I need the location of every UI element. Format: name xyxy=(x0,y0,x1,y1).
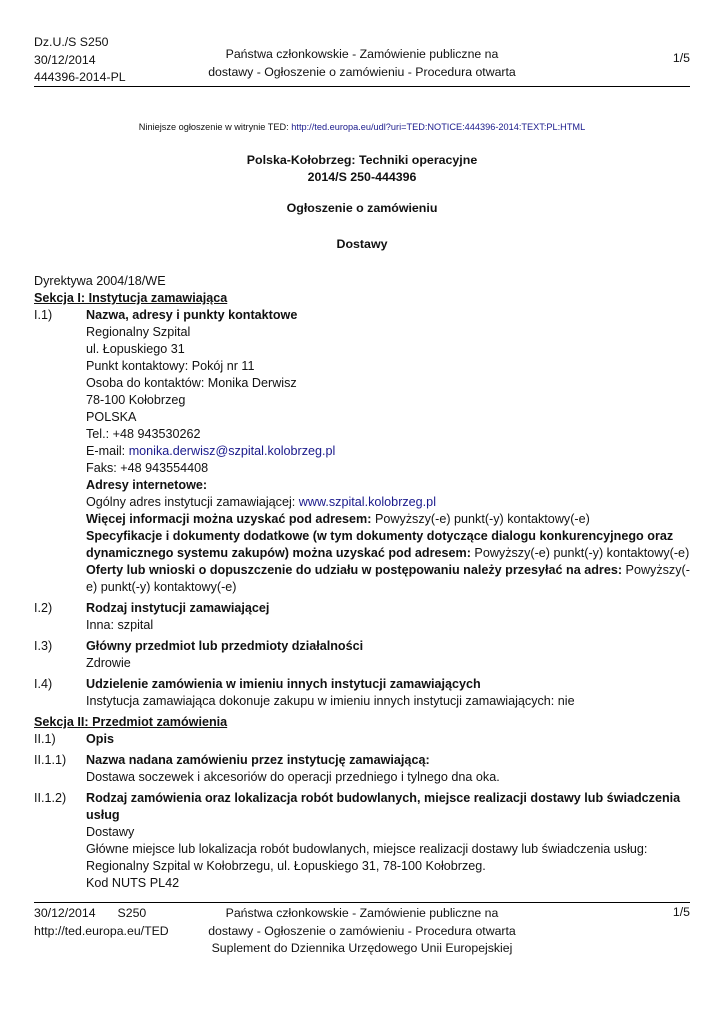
item-i4 xyxy=(34,676,690,710)
item-title: Rodzaj instytucji zamawiającej xyxy=(86,601,270,615)
item-body xyxy=(86,600,690,634)
item-title: Opis xyxy=(86,732,114,746)
header-center xyxy=(204,46,520,81)
item-value: Inna: szpital xyxy=(86,618,154,632)
specs-label: Specyfikacje i dokumenty dodatkowe (w tym dokumenty dotyczące dialogu konkurencyjnego oraz dynamicznego systemu zakupów) można uzyskać pod adresem: xyxy=(86,529,674,560)
notice-subtitle: Ogłoszenie o zamówieniu xyxy=(286,201,438,215)
footer-center-line3: Suplement do Dziennika Urzędowego Unii Europejskiej xyxy=(211,941,513,955)
header-ref: Dz.U./S S250 xyxy=(34,35,109,49)
specs-row xyxy=(86,528,690,562)
item-body xyxy=(86,307,690,596)
place-value: Regionalny Szpital w Kołobrzegu, ul. Łopuskiego 31, 78-100 Kołobrzeg. xyxy=(86,859,486,873)
item-ii11 xyxy=(34,752,690,786)
document-body xyxy=(34,273,690,892)
title-line1: Polska-Kołobrzeg: Techniki operacyjne xyxy=(246,153,478,167)
header-left xyxy=(34,34,126,87)
footer-date-row xyxy=(34,905,169,923)
org-city: 78-100 Kołobrzeg xyxy=(86,393,186,407)
item-value: Zdrowie xyxy=(86,656,131,670)
item-ii12 xyxy=(34,790,690,892)
item-value: Instytucja zamawiająca dokonuje zakupu w imieniu innych instytucji zamawiających: nie xyxy=(86,694,575,708)
header-page: 1/5 xyxy=(672,51,690,65)
footer-url: http://ted.europa.eu/TED xyxy=(34,923,169,938)
email-label: E-mail: xyxy=(86,444,129,458)
email-row xyxy=(86,443,690,460)
footer-left xyxy=(34,905,169,940)
place-label: Główne miejsce lub lokalizacja robót budowlanych, miejsce realizacji dostawy lub świadczenia usług: xyxy=(86,842,648,856)
page-header xyxy=(34,34,690,87)
general-address-label: Ogólny adres instytucji zamawiającej: xyxy=(86,495,299,509)
item-number: II.1.2) xyxy=(34,791,67,805)
header-date: 30/12/2014 xyxy=(34,52,96,67)
general-address-link[interactable]: www.szpital.kolobrzeg.pl xyxy=(298,495,436,509)
item-body xyxy=(86,676,690,710)
item-type: Dostawy xyxy=(86,825,135,839)
section-2-heading: Sekcja II: Przedmiot zamówienia xyxy=(34,715,228,729)
header-id: 444396-2014-PL xyxy=(34,70,126,84)
directive: Dyrektywa 2004/18/WE xyxy=(34,274,166,288)
phone: Tel.: +48 943530262 xyxy=(86,427,201,441)
item-i1 xyxy=(34,307,690,596)
contact-point: Punkt kontaktowy: Pokój nr 11 xyxy=(86,359,255,373)
item-number: I.1) xyxy=(34,308,53,322)
footer-date: 30/12/2014 xyxy=(34,906,96,920)
ted-notice xyxy=(0,122,724,132)
offers-row xyxy=(86,562,690,596)
item-number: II.1.1) xyxy=(34,753,67,767)
internet-label: Adresy internetowe: xyxy=(86,478,208,492)
item-body xyxy=(86,752,690,786)
title-line2: 2014/S 250-444396 xyxy=(307,170,417,184)
header-center-line1: Państwa członkowskie - Zamówienie publiczne na xyxy=(225,47,499,61)
item-title: Rodzaj zamówienia oraz lokalizacja robót budowlanych, miejsce realizacji dostawy lub świadczenia usług xyxy=(86,791,681,822)
contact-person: Osoba do kontaktów: Monika Derwisz xyxy=(86,376,297,390)
specs-value: Powyższy(-e) punkt(-y) kontaktowy(-e) xyxy=(470,546,690,560)
offers-value: Powyższy(-e) punkt(-y) kontaktowy(-e) xyxy=(86,563,690,594)
item-title: Główny przedmiot lub przedmioty działalności xyxy=(86,639,364,653)
contract-type: Dostawy xyxy=(336,237,388,251)
item-value: Dostawa soczewek i akcesoriów do operacji przedniego i tylnego dna oka. xyxy=(86,770,500,784)
item-number: I.4) xyxy=(34,677,53,691)
item-i3 xyxy=(34,638,690,672)
document-title xyxy=(0,152,724,186)
more-info-value: Powyższy(-e) punkt(-y) kontaktowy(-e) xyxy=(371,512,590,526)
org-name: Regionalny Szpital xyxy=(86,325,191,339)
item-i2 xyxy=(34,600,690,634)
footer-center xyxy=(204,905,520,958)
page-footer xyxy=(34,902,690,955)
more-info-label: Więcej informacji można uzyskać pod adresem: xyxy=(86,512,372,526)
item-number: II.1) xyxy=(34,732,56,746)
footer-page: 1/5 xyxy=(672,905,690,919)
notice-prefix: Niniejsze ogłoszenie w witrynie TED: xyxy=(138,122,292,132)
item-ii1 xyxy=(34,731,690,748)
email-link[interactable]: monika.derwisz@szpital.kolobrzeg.pl xyxy=(128,444,336,458)
org-street: ul. Łopuskiego 31 xyxy=(86,342,185,356)
header-center-line2: dostawy - Ogłoszenie o zamówieniu - Procedura otwarta xyxy=(208,64,516,79)
nuts-code: Kod NUTS PL42 xyxy=(86,876,180,890)
footer-center-line2: dostawy - Ogłoszenie o zamówieniu - Procedura otwarta xyxy=(208,923,516,938)
item-title: Udzielenie zamówienia w imieniu innych instytucji zamawiających xyxy=(86,677,481,691)
notice-link[interactable]: http://ted.europa.eu/udl?uri=TED:NOTICE:444396-2014:TEXT:PL:HTML xyxy=(291,122,586,132)
item-number: I.2) xyxy=(34,601,53,615)
more-info-row xyxy=(86,511,690,528)
fax: Faks: +48 943554408 xyxy=(86,461,209,475)
org-country: POLSKA xyxy=(86,410,137,424)
item-title: Nazwa, adresy i punkty kontaktowe xyxy=(86,308,298,322)
item-body xyxy=(86,638,690,672)
offers-label: Oferty lub wnioski o dopuszczenie do udziału w postępowaniu należy przesyłać na adres: xyxy=(86,563,623,577)
general-address-row xyxy=(86,494,690,511)
item-number: I.3) xyxy=(34,639,53,653)
footer-series: S250 xyxy=(117,906,147,920)
footer-center-line1: Państwa członkowskie - Zamówienie publiczne na xyxy=(225,906,499,920)
item-body xyxy=(86,790,690,892)
item-title: Nazwa nadana zamówieniu przez instytucję zamawiającą: xyxy=(86,753,430,767)
section-1-heading: Sekcja I: Instytucja zamawiająca xyxy=(34,291,228,305)
